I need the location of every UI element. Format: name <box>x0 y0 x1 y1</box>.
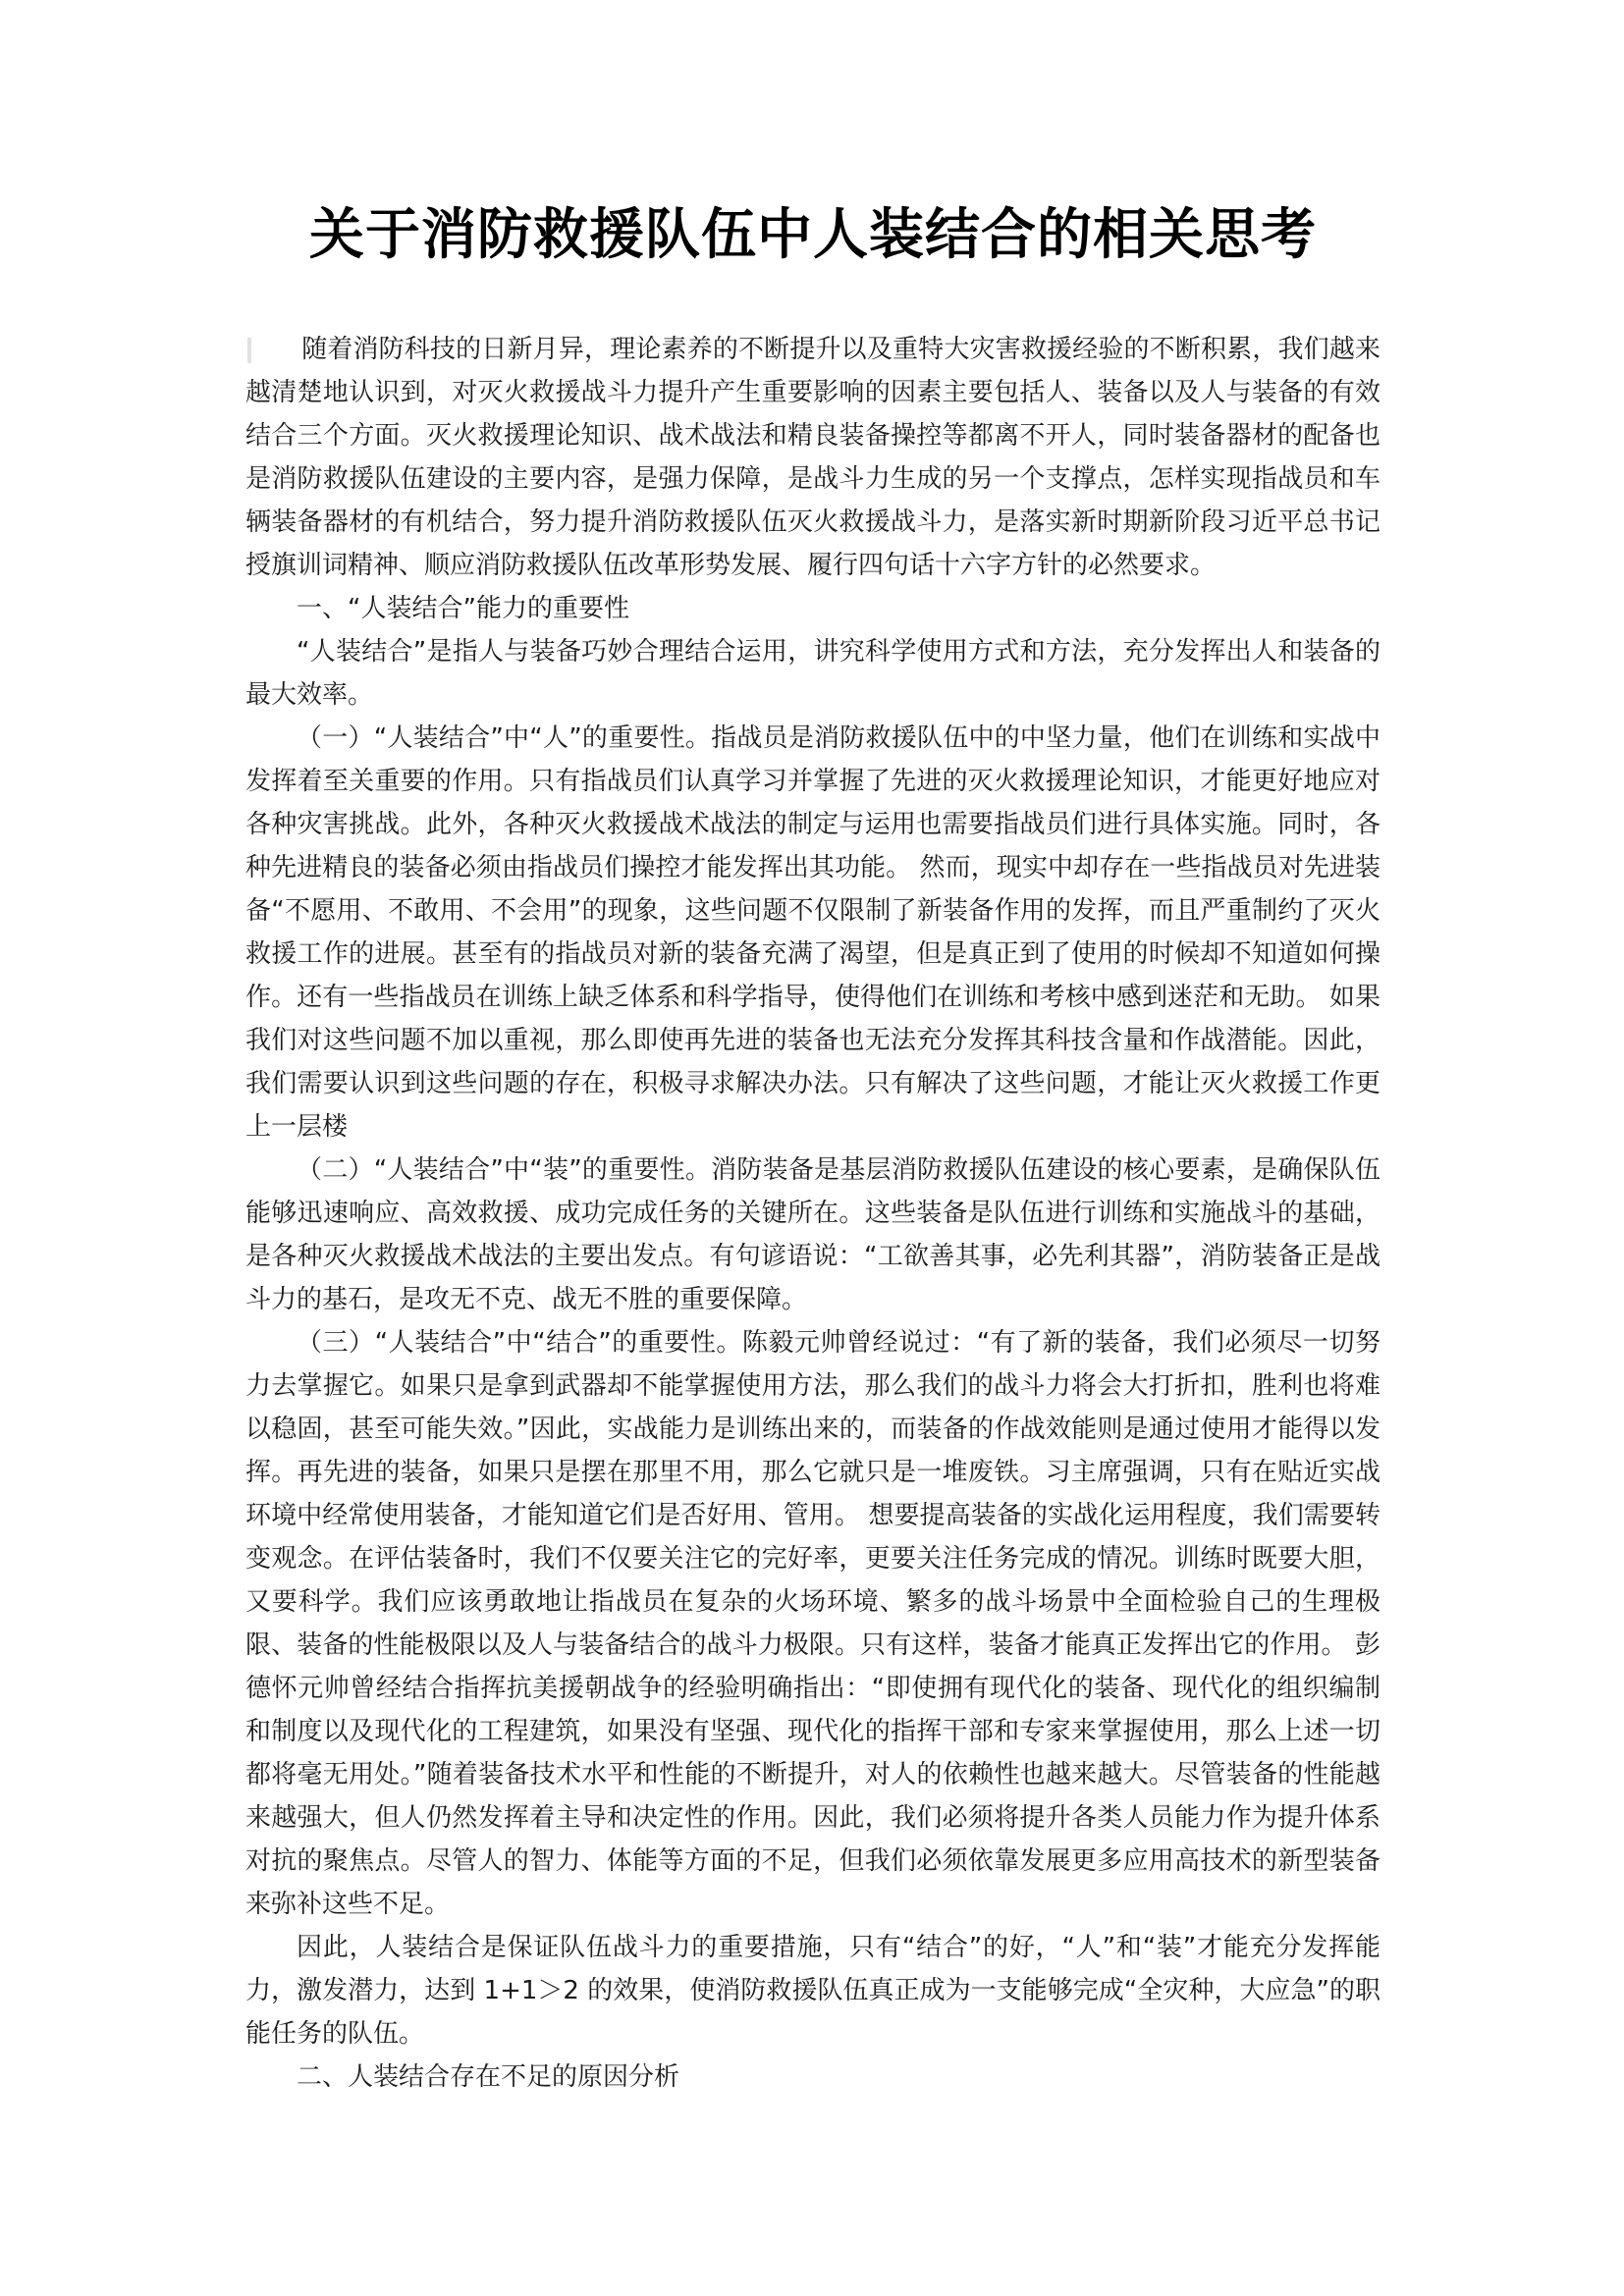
subsection-paragraph-2: （二）“人装结合”中“装”的重要性。消防装备是基层消防救援队伍建设的核心要素，是确保队伍能够迅速响应、高效救援、成功完成任务的关键所在。这些装备是队伍进行训练和实施战斗的基础，是各种灭火救援战术战法的主要出发点。有句谚语说：“工欲善其事，必先利其器”，消防装备正是战斗力的基石，是攻无不克、战无不胜的重要保障。 <box>245 1155 1380 1314</box>
intro-paragraph <box>245 328 1380 587</box>
document-page <box>245 196 1380 2099</box>
conclusion-paragraph: 因此，人装结合是保证队伍战斗力的重要措施，只有“结合”的好，“人”和“装”才能充分发挥能力，激发潜力，达到 1+1＞2 的效果，使消防救援队伍真正成为一支能够完成“全灾种，大应急”的职能任务的队伍。 <box>245 1933 1380 2049</box>
definition-paragraph: “人装结合”是指人与装备巧妙合理结合运用，讲究科学使用方式和方法，充分发挥出人和装备的最大效率。 <box>245 637 1380 710</box>
intro-paragraph-text: 随着消防科技的日新月异，理论素养的不断提升以及重特大灾害救援经验的不断积累，我们越来越清楚地认识到，对灭火救援战斗力提升产生重要影响的因素主要包括人、装备以及人与装备的有效结合三个方面。灭火救援理论知识、战术战法和精良装备操控等都离不开人，同时装备器材的配备也是消防救援队伍建设的主要内容，是强力保障，是战斗力生成的另一个支撑点，怎样实现指战员和车辆装备器材的有机结合，努力提升消防救援队伍灭火救援战斗力，是落实新时期新阶段习近平总书记授旗训词精神、顺应消防救援队伍改革形势发展、履行四句话十六字方针的必然要求。 <box>245 335 1380 580</box>
subsection-paragraph-3: （三）“人装结合”中“结合”的重要性。陈毅元帅曾经说过：“有了新的装备，我们必须尽一切努力去掌握它。如果只是拿到武器却不能掌握使用方法，那么我们的战斗力将会大打折扣，胜利也将难以稳固，甚至可能失效。”因此，实战能力是训练出来的，而装备的作战效能则是通过使用才能得以发挥。再先进的装备，如果只是摆在那里不用，那么它就只是一堆废铁。习主席强调，只有在贴近实战环境中经常使用装备，才能知道它们是否好用、管用。 想要提高装备的实战化运用程度，我们需要转变观念。在评估装备时，我们不仅要关注它的完好率，更要关注任务完成的情况。训练时既要大胆，又要科学。我们应该勇敢地让指战员在复杂的火场环境、繁多的战斗场景中全面检验自己的生理极限、装备的性能极限以及人与装备结合的战斗力极限。只有这样，装备才能真正发挥出它的作用。 彭德怀元帅曾经结合指挥抗美援朝战争的经验明确指出：“即使拥有现代化的装备、现代化的组织编制和制度以及现代化的工程建筑，如果没有坚强、现代化的指挥干部和专家来掌握使用，那么上述一切都将毫无用处。”随着装备技术水平和性能的不断提升，对人的依赖性也越来越大。尽管装备的性能越来越强大，但人仍然发挥着主导和决定性的作用。因此，我们必须将提升各类人员能力作为提升体系对抗的聚焦点。尽管人的智力、体能等方面的不足，但我们必须依靠发展更多应用高技术的新型装备来弥补这些不足。 <box>245 1328 1380 1919</box>
document-body <box>245 328 1380 2099</box>
document-title: 关于消防救援队伍中人装结合的相关思考 <box>309 203 1317 267</box>
section-heading-2: 二、人装结合存在不足的原因分析 <box>297 2062 680 2092</box>
section-heading-1: 一、“人装结合”能力的重要性 <box>297 594 629 623</box>
margin-marker <box>247 338 251 363</box>
subsection-paragraph-1: （一）“人装结合”中“人”的重要性。指战员是消防救援队伍中的中坚力量，他们在训练和实战中发挥着至关重要的作用。只有指战员们认真学习并掌握了先进的灭火救援理论知识，才能更好地应对各种灾害挑战。此外，各种灭火救援战术战法的制定与运用也需要指战员们进行具体实施。同时，各种先进精良的装备必须由指战员们操控才能发挥出其功能。 然而，现实中却存在一些指战员对先进装备“不愿用、不敢用、不会用”的现象，这些问题不仅限制了新装备作用的发挥，而且严重制约了灭火救援工作的进展。甚至有的指战员对新的装备充满了渴望，但是真正到了使用的时候却不知道如何操作。还有一些指战员在训练上缺乏体系和科学指导，使得他们在训练和考核中感到迷茫和无助。 如果我们对这些问题不加以重视，那么即使再先进的装备也无法充分发挥其科技含量和作战潜能。因此，我们需要认识到这些问题的存在，积极寻求解决办法。只有解决了这些问题，才能让灭火救援工作更上一层楼 <box>245 723 1380 1142</box>
